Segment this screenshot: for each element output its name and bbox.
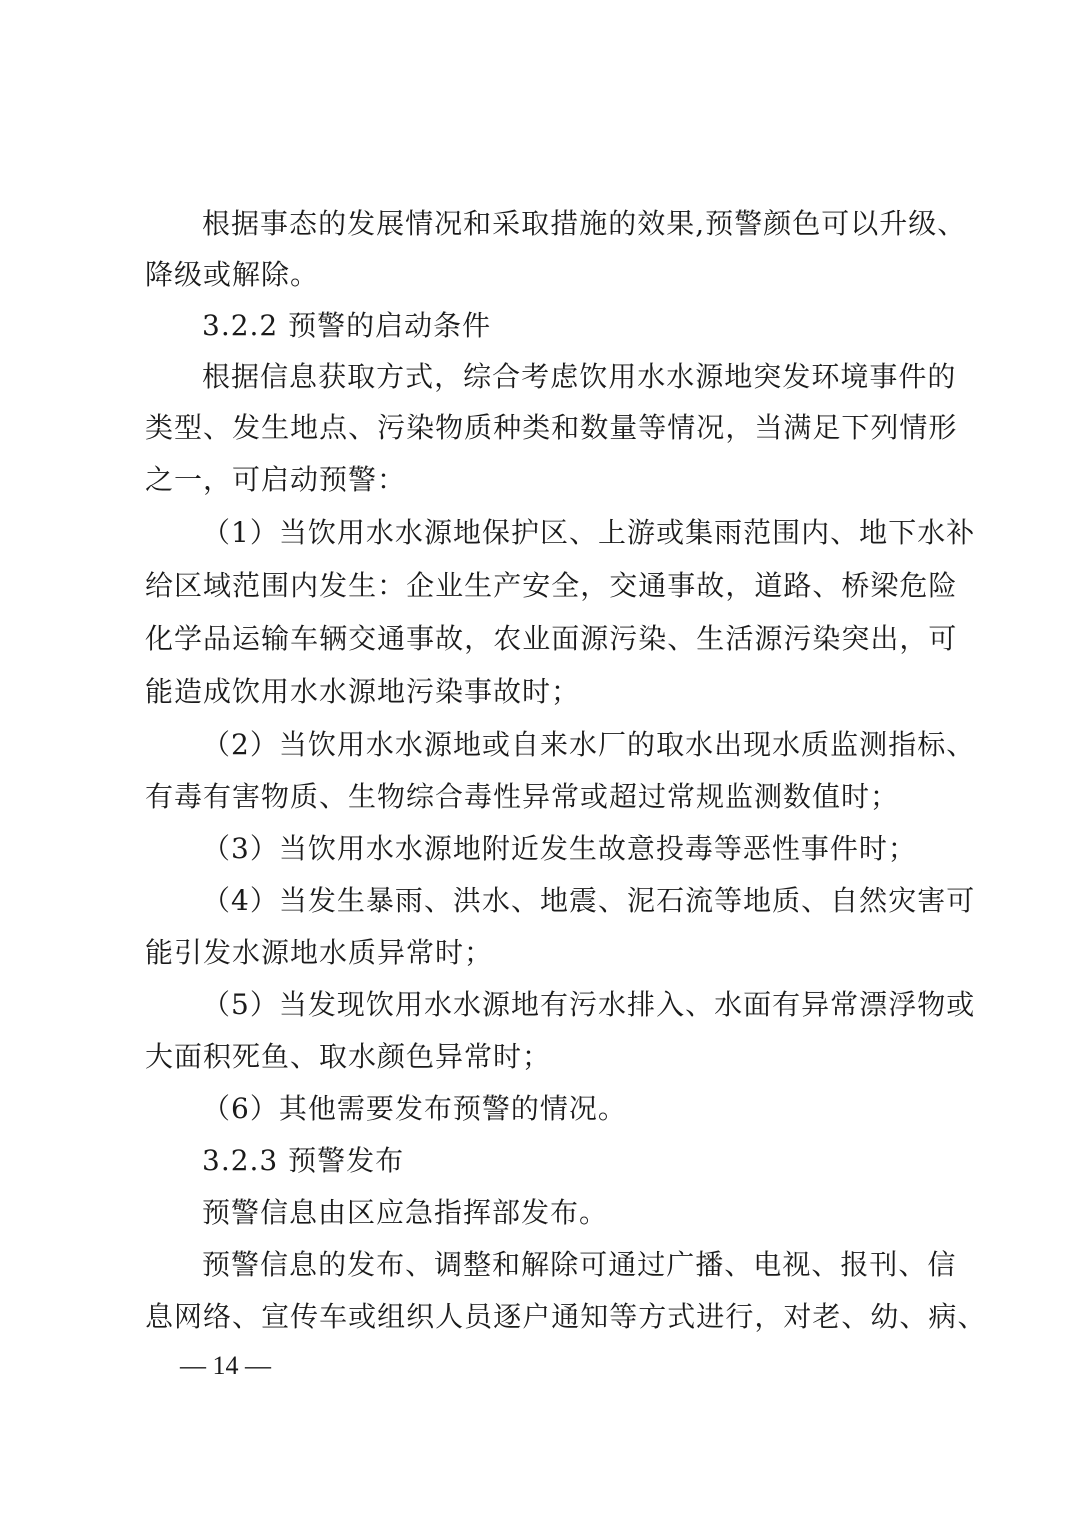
- text-line: 息 网 络 、 宣 传 车 或 组 织 人 员 逐 户 通 知 等 方 式 进 行 ， 对 老 、 幼 、 病 、: [145, 1300, 987, 1333]
- text-line: （6）其他需要发布预警的情况。: [202, 1092, 627, 1125]
- text-line: 能引发水源地水质异常时；: [145, 936, 494, 969]
- text-line: （ 1 ） 当 饮 用 水 水 源 地 保 护 区 、 上 游 或 集 雨 范 围 内 、 地 下 水 补: [202, 516, 976, 549]
- text-line: 类 型 、 发 生 地 点 、 污 染 物 质 种 类 和 数 量 等 情 况 ， 当 满 足 下 列 情 形: [145, 411, 958, 444]
- text-line: 能造成饮用水水源地污染事故时；: [145, 675, 581, 708]
- text-line: 有毒有害物质、生物综合毒性异常或超过常规监测数值时；: [145, 780, 900, 813]
- text-line: 降级或解除。: [145, 258, 320, 291]
- text-line: 预 警 信 息 的 发 布 、 调 整 和 解 除 可 通 过 广 播 、 电 视 、 报 刊 、 信: [202, 1248, 957, 1281]
- text-line: 大面积死鱼、取水颜色异常时；: [145, 1040, 552, 1073]
- text-line: 预警信息由区应急指挥部发布。: [202, 1196, 609, 1229]
- text-line: （ 2 ） 当 饮 用 水 水 源 地 或 自 来 水 厂 的 取 水 出 现 水 质 监 测 指 标 、: [202, 728, 976, 761]
- text-line: 3.2.3 预警发布: [202, 1144, 405, 1177]
- text-line: 根 据 事 态 的 发 展 情 况 和 采 取 措 施 的 效 果 , 预 警 颜 色 可 以 升 级 、: [202, 207, 967, 240]
- text-line: （3）当饮用水水源地附近发生故意投毒等恶性事件时；: [202, 832, 917, 865]
- text-line: 给 区 域 范 围 内 发 生 ： 企 业 生 产 安 全 ， 交 通 事 故 ， 道 路 、 桥 梁 危 险: [145, 569, 958, 602]
- text-line: （ 5 ） 当 发 现 饮 用 水 水 源 地 有 污 水 排 入 、 水 面 有 异 常 漂 浮 物 或: [202, 988, 976, 1021]
- text-line: 化 学 品 运 输 车 辆 交 通 事 故 ， 农 业 面 源 污 染 、 生 活 源 污 染 突 出 ， 可: [145, 622, 958, 655]
- text-line: 根 据 信 息 获 取 方 式 ， 综 合 考 虑 饮 用 水 水 源 地 突 发 环 境 事 件 的: [202, 360, 957, 393]
- text-line: 3.2.2 预警的启动条件: [202, 309, 492, 342]
- text-line: 之一，可启动预警：: [145, 463, 407, 496]
- text-line: （ 4 ） 当 发 生 暴 雨 、 洪 水 、 地 震 、 泥 石 流 等 地 质 、 自 然 灾 害 可: [202, 884, 976, 917]
- page-number: — 14 —: [180, 1351, 271, 1380]
